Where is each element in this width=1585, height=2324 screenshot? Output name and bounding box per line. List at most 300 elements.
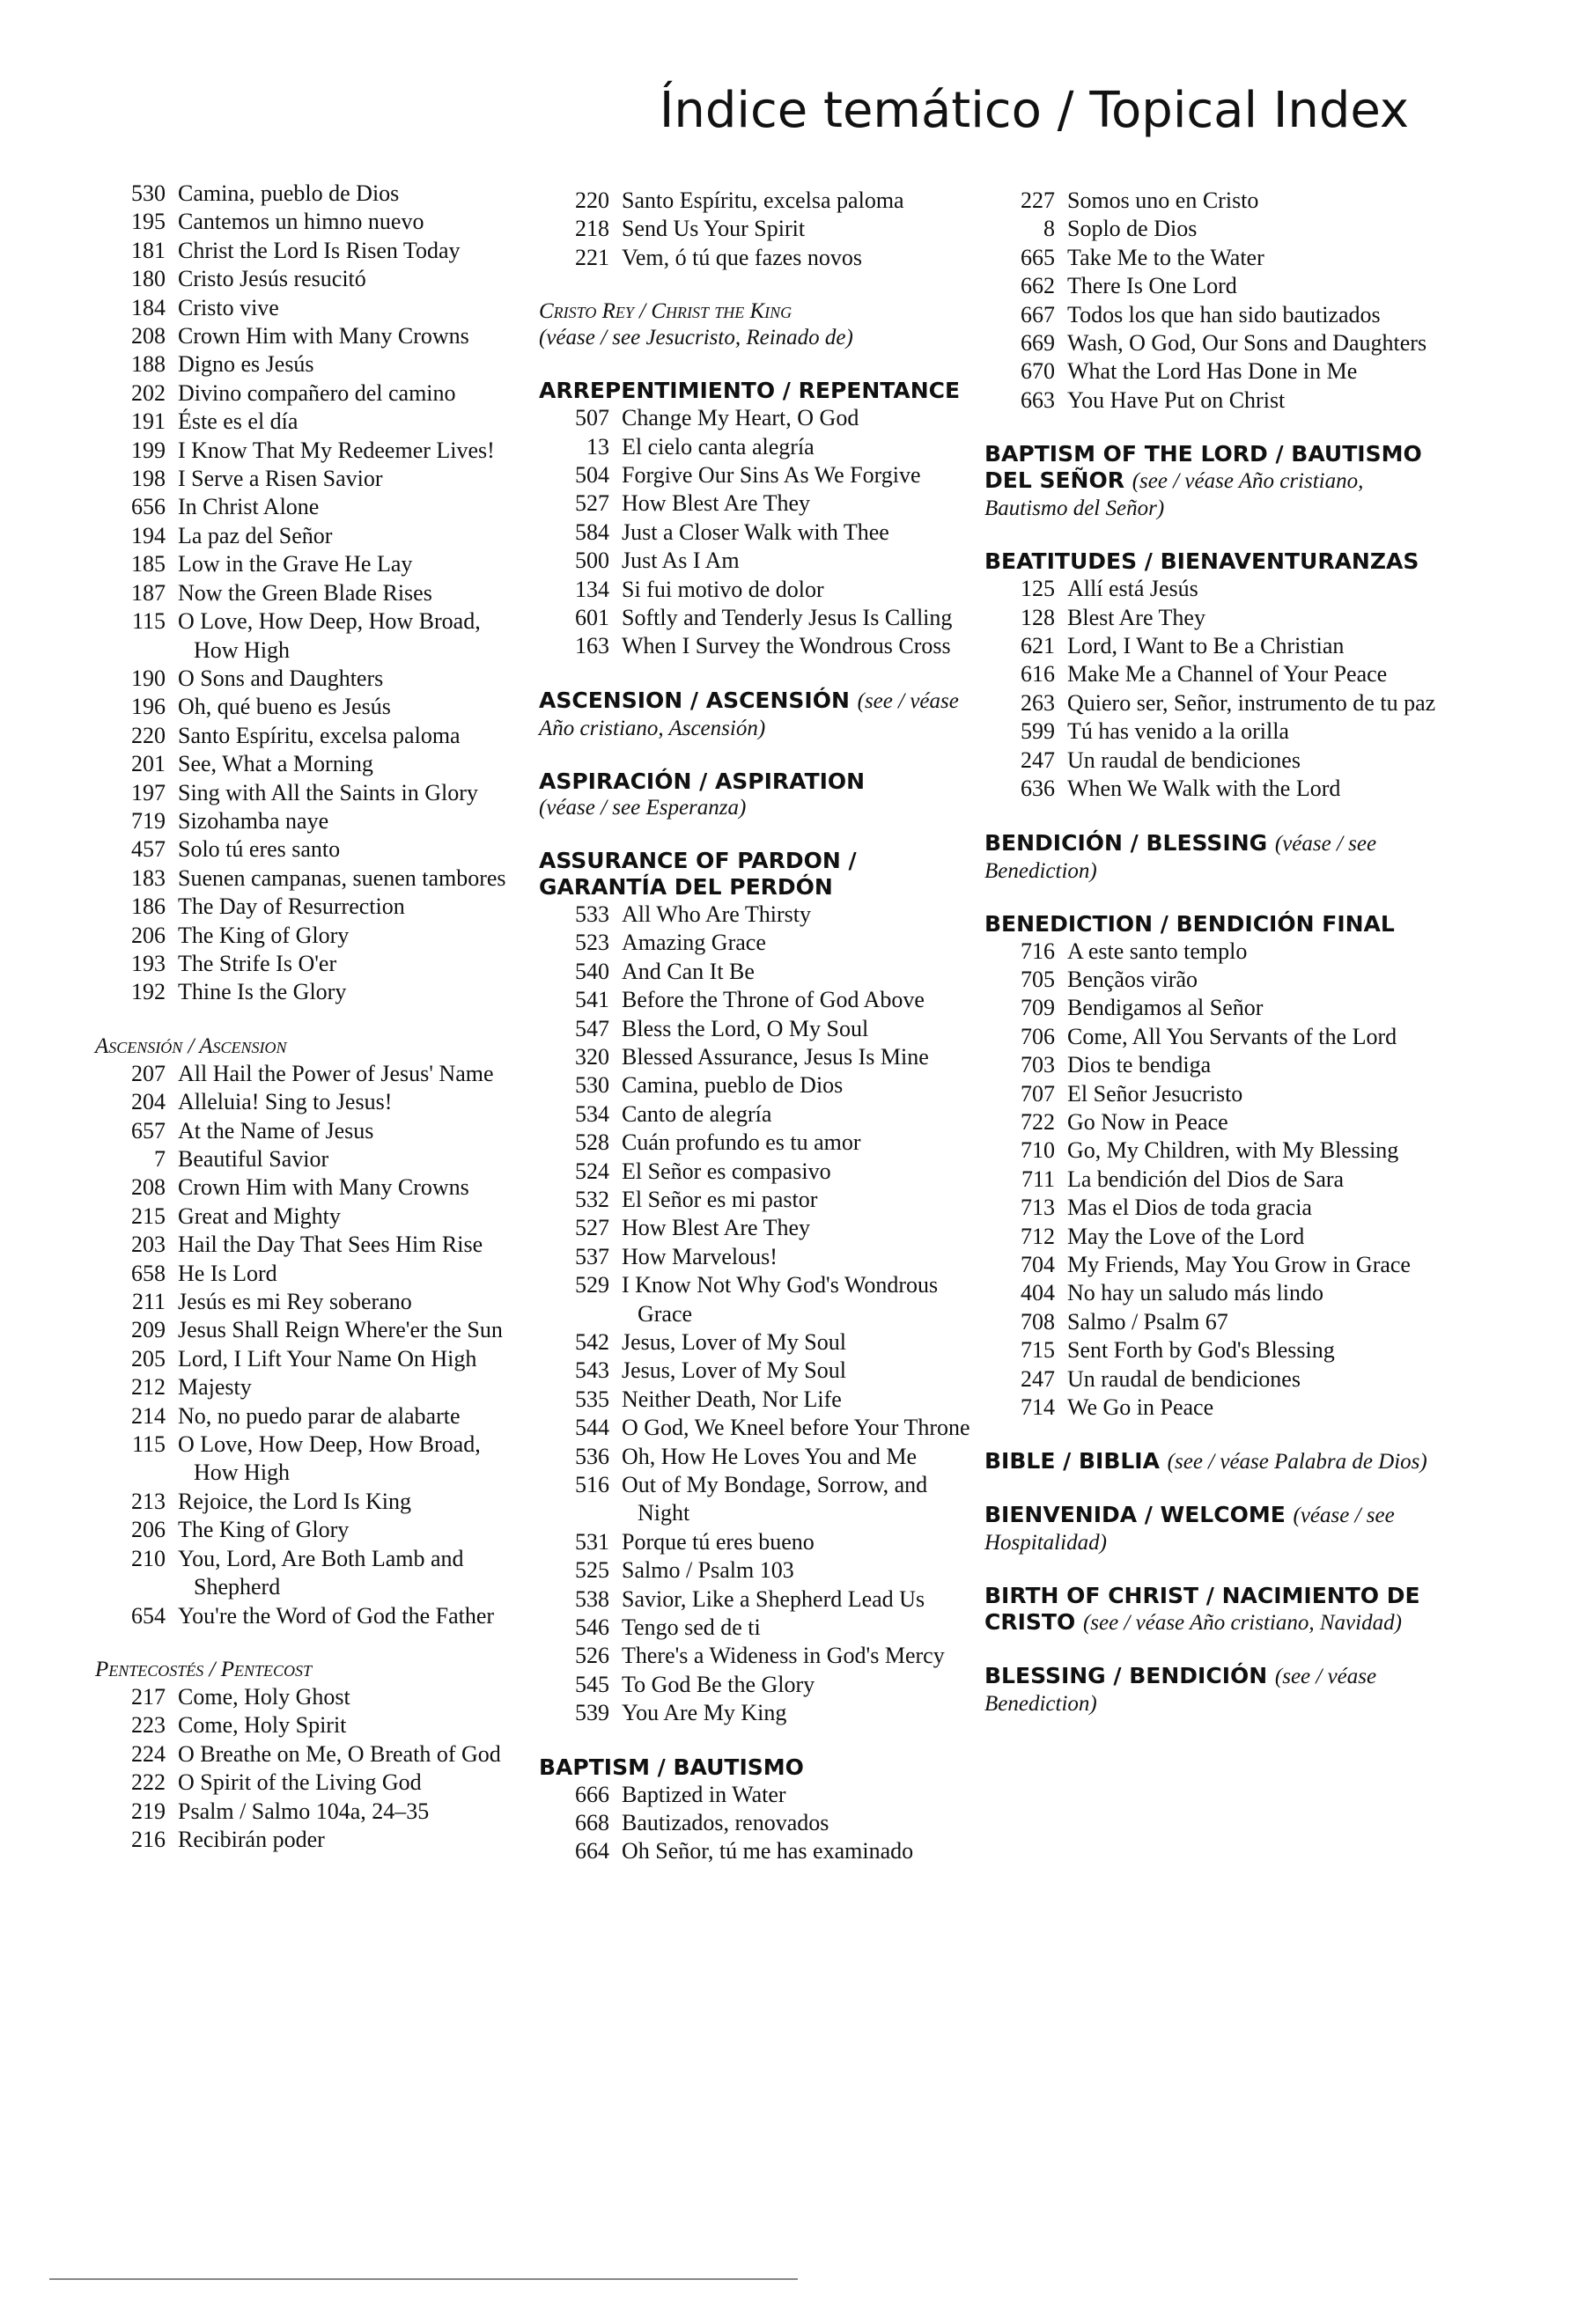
index-entry bbox=[95, 922, 518, 950]
hymn-number: 524 bbox=[575, 1158, 609, 1184]
index-entry bbox=[539, 1671, 979, 1699]
hymn-number: 211 bbox=[131, 1289, 166, 1315]
hymn-number: 222 bbox=[131, 1769, 166, 1796]
topic-heading bbox=[984, 1502, 1442, 1556]
hymn-title: Camina, pueblo de Dios bbox=[622, 1072, 844, 1099]
hymn-title: Change My Heart, O God bbox=[622, 405, 859, 431]
hymn-title: The Day of Resurrection bbox=[178, 894, 405, 920]
hymn-number: 183 bbox=[131, 864, 166, 891]
topic-heading bbox=[984, 911, 1442, 938]
index-entry bbox=[95, 465, 518, 493]
cross-reference: (see / véase Año cristiano, Navidad) bbox=[1082, 1611, 1402, 1636]
topic-heading bbox=[539, 848, 979, 901]
index-entry bbox=[984, 994, 1442, 1022]
hymn-title: Bless the Lord, O My Soul bbox=[622, 1015, 869, 1041]
hymn-number: 537 bbox=[575, 1243, 609, 1269]
topic-heading-text: ARREPENTIMIENTO / REPENTANCE bbox=[539, 378, 961, 404]
topic-heading bbox=[539, 688, 979, 742]
index-entry bbox=[984, 1365, 1442, 1394]
index-entry bbox=[984, 1336, 1442, 1364]
index-entry bbox=[539, 1129, 979, 1157]
hymn-number: 263 bbox=[1021, 689, 1055, 716]
cross-reference: (véase / see Benediction) bbox=[984, 831, 1377, 883]
hymn-number: 186 bbox=[131, 894, 166, 920]
hymn-title: How Marvelous! bbox=[622, 1243, 778, 1269]
topic-heading-text: BEATITUDES / BIENAVENTURANZAS bbox=[984, 548, 1419, 575]
hymn-number: 668 bbox=[575, 1810, 609, 1836]
index-entry bbox=[95, 1316, 518, 1344]
index-entry bbox=[539, 958, 979, 986]
hymn-title: All Who Are Thirsty bbox=[622, 901, 811, 927]
index-entry bbox=[539, 1809, 979, 1837]
index-entry bbox=[95, 437, 518, 465]
index-column-1 bbox=[95, 180, 518, 1854]
hymn-title: El cielo canta alegría bbox=[622, 433, 815, 460]
index-entry bbox=[539, 461, 979, 489]
subsection-heading: Ascensión / Ascension bbox=[95, 1033, 287, 1058]
hymn-number: 713 bbox=[1021, 1195, 1055, 1221]
hymn-title: Come, Holy Spirit bbox=[178, 1712, 347, 1739]
index-entry bbox=[95, 265, 518, 293]
hymn-title: How Blest Are They bbox=[622, 490, 810, 517]
index-entry bbox=[95, 294, 518, 322]
hymn-title: In Christ Alone bbox=[178, 494, 320, 520]
index-entry bbox=[95, 779, 518, 807]
index-entry bbox=[95, 750, 518, 778]
index-entry bbox=[95, 1088, 518, 1116]
hymn-title: See, What a Morning bbox=[178, 751, 373, 777]
hymn-number: 197 bbox=[131, 779, 166, 805]
index-entry bbox=[95, 1345, 518, 1373]
hymn-number: 188 bbox=[131, 351, 166, 378]
index-entry bbox=[95, 1769, 518, 1797]
hymn-title: Come, All You Servants of the Lord bbox=[1067, 1023, 1397, 1049]
index-entry bbox=[984, 1223, 1442, 1251]
index-entry bbox=[539, 1100, 979, 1129]
hymn-number: 204 bbox=[131, 1089, 166, 1115]
hymn-number: 719 bbox=[131, 807, 166, 834]
index-entry bbox=[95, 522, 518, 550]
index-entry bbox=[984, 1108, 1442, 1136]
index-entry bbox=[984, 689, 1442, 717]
hymn-title: Cantemos un himno nuevo bbox=[178, 209, 424, 235]
hymn-number: 180 bbox=[131, 266, 166, 292]
hymn-title: When I Survey the Wondrous Cross bbox=[622, 633, 951, 659]
hymn-title: Bendigamos al Señor bbox=[1067, 995, 1264, 1021]
topic-heading-text: BIRTH OF CHRIST / NACIMIENTO DE CRISTO bbox=[984, 1583, 1420, 1636]
hymn-number: 221 bbox=[575, 244, 609, 270]
index-entry bbox=[539, 244, 979, 272]
hymn-number: 636 bbox=[1021, 776, 1055, 802]
hymn-number: 134 bbox=[575, 576, 609, 602]
topic-heading-text: BAPTISM / BAUTISMO bbox=[539, 1754, 804, 1780]
index-entry bbox=[95, 1602, 518, 1630]
hymn-title: Lord, I Want to Be a Christian bbox=[1067, 633, 1345, 659]
hymn-title: Recibirán poder bbox=[178, 1826, 325, 1852]
index-entry bbox=[539, 604, 979, 632]
index-entry bbox=[95, 1711, 518, 1739]
hymn-number: 705 bbox=[1021, 966, 1055, 992]
hymn-title: To God Be the Glory bbox=[622, 1671, 815, 1697]
index-entry bbox=[539, 1271, 979, 1328]
index-entry bbox=[95, 1430, 518, 1488]
index-entry bbox=[95, 693, 518, 721]
hymn-number: 194 bbox=[131, 522, 166, 548]
hymn-number: 220 bbox=[575, 188, 609, 213]
index-entry bbox=[95, 1202, 518, 1231]
hymn-number: 196 bbox=[131, 694, 166, 720]
hymn-number: 208 bbox=[131, 1174, 166, 1201]
section-spacer bbox=[95, 1630, 518, 1657]
section-spacer bbox=[984, 1636, 1442, 1663]
hymn-number: 128 bbox=[1021, 604, 1055, 630]
hymn-number: 206 bbox=[131, 922, 166, 948]
index-entry bbox=[95, 1173, 518, 1202]
index-entry bbox=[984, 1251, 1442, 1279]
hymn-number: 536 bbox=[575, 1443, 609, 1469]
index-entry bbox=[984, 244, 1442, 272]
hymn-title: The Strife Is O'er bbox=[178, 950, 337, 976]
hymn-number: 547 bbox=[575, 1015, 609, 1041]
hymn-title: Jesus, Lover of My Soul bbox=[622, 1328, 846, 1355]
hymn-title: May the Love of the Lord bbox=[1067, 1223, 1305, 1249]
hymn-number: 206 bbox=[131, 1517, 166, 1543]
hymn-title: Tú has venido a la orilla bbox=[1067, 718, 1289, 745]
index-entry bbox=[984, 272, 1442, 300]
hymn-number: 712 bbox=[1021, 1223, 1055, 1249]
hymn-number: 657 bbox=[131, 1117, 166, 1144]
index-entry bbox=[95, 978, 518, 1006]
topic-heading-text: BAPTISM OF THE LORD / BAUTISMO DEL SEÑOR bbox=[984, 441, 1422, 494]
index-entry bbox=[539, 1357, 979, 1385]
index-entry bbox=[539, 929, 979, 957]
hymn-title: Cuán profundo es tu amor bbox=[622, 1129, 861, 1156]
index-entry bbox=[539, 1243, 979, 1271]
index-entry bbox=[984, 1279, 1442, 1307]
index-entry bbox=[539, 1328, 979, 1357]
hymn-number: 534 bbox=[575, 1100, 609, 1127]
index-entry bbox=[95, 208, 518, 236]
hymn-title: Before the Throne of God Above bbox=[622, 987, 925, 1013]
hymn-title: Amazing Grace bbox=[622, 930, 766, 956]
index-entry bbox=[95, 1373, 518, 1401]
hymn-number: 544 bbox=[575, 1415, 609, 1441]
hymn-number: 201 bbox=[131, 751, 166, 777]
hymn-number: 224 bbox=[131, 1740, 166, 1767]
hymn-number: 707 bbox=[1021, 1080, 1055, 1107]
index-entry bbox=[95, 579, 518, 607]
hymn-title: Somos uno en Cristo bbox=[1067, 188, 1259, 213]
hymn-number: 654 bbox=[131, 1602, 166, 1629]
hymn-title: Jesus Shall Reign Where'er the Sun bbox=[178, 1317, 503, 1343]
hymn-number: 527 bbox=[575, 490, 609, 517]
hymn-title: Neither Death, Nor Life bbox=[622, 1386, 842, 1412]
index-entry bbox=[95, 322, 518, 350]
index-entry bbox=[539, 489, 979, 518]
index-entry bbox=[539, 187, 979, 215]
hymn-title: Mas el Dios de toda gracia bbox=[1067, 1195, 1312, 1221]
topic-heading bbox=[984, 830, 1442, 885]
topic-heading-text: BIENVENIDA / WELCOME bbox=[984, 1502, 1286, 1528]
hymn-number: 13 bbox=[586, 433, 609, 460]
hymn-number: 704 bbox=[1021, 1251, 1055, 1277]
hymn-number: 7 bbox=[154, 1146, 166, 1172]
topic-heading bbox=[539, 378, 979, 404]
index-entry bbox=[95, 1683, 518, 1711]
section-spacer bbox=[984, 885, 1442, 911]
hymn-number: 530 bbox=[131, 180, 166, 206]
cross-reference: (véase / see Esperanza) bbox=[539, 795, 747, 820]
hymn-number: 543 bbox=[575, 1357, 609, 1384]
hymn-number: 207 bbox=[131, 1060, 166, 1086]
hymn-number: 667 bbox=[1021, 301, 1055, 327]
hymn-title: Santo Espíritu, excelsa paloma bbox=[178, 722, 461, 748]
hymn-number: 185 bbox=[131, 551, 166, 577]
section-spacer bbox=[984, 804, 1442, 830]
index-column-3 bbox=[984, 187, 1442, 1717]
hymn-number: 527 bbox=[575, 1215, 609, 1241]
index-entry bbox=[539, 1071, 979, 1099]
index-entry bbox=[95, 379, 518, 408]
section-spacer bbox=[984, 522, 1442, 548]
index-entry bbox=[539, 576, 979, 604]
hymn-title: Suenen campanas, suenen tambores bbox=[178, 864, 506, 891]
hymn-title: O Sons and Daughters bbox=[178, 665, 384, 691]
index-entry bbox=[95, 665, 518, 693]
hymn-number: 198 bbox=[131, 466, 166, 492]
hymn-title: Alleluia! Sing to Jesus! bbox=[178, 1089, 393, 1115]
index-entry bbox=[984, 301, 1442, 329]
hymn-number: 213 bbox=[131, 1488, 166, 1514]
hymn-title: Come, Holy Ghost bbox=[178, 1683, 350, 1710]
index-entry bbox=[95, 607, 518, 665]
index-entry bbox=[95, 864, 518, 893]
footer-rule bbox=[49, 2278, 798, 2280]
index-entry bbox=[95, 1060, 518, 1088]
hymn-title: A este santo templo bbox=[1067, 938, 1248, 964]
hymn-number: 500 bbox=[575, 548, 609, 574]
hymn-number: 215 bbox=[131, 1202, 166, 1229]
hymn-number: 199 bbox=[131, 437, 166, 463]
hymn-title: Porque tú eres bueno bbox=[622, 1528, 815, 1555]
cross-reference: (see / véase Año cristiano, Ascensión) bbox=[539, 688, 959, 740]
section-spacer bbox=[539, 661, 979, 688]
index-entry bbox=[984, 660, 1442, 688]
hymn-number: 8 bbox=[1043, 216, 1055, 242]
hymn-title: All Hail the Power of Jesus' Name bbox=[178, 1060, 494, 1086]
hymn-title: El Señor es mi pastor bbox=[622, 1186, 818, 1212]
hymn-title: Christ the Lord Is Risen Today bbox=[178, 237, 461, 263]
hymn-title: I Serve a Risen Savior bbox=[178, 466, 383, 492]
hymn-number: 219 bbox=[131, 1798, 166, 1824]
index-entry bbox=[984, 1051, 1442, 1079]
hymn-number: 540 bbox=[575, 958, 609, 984]
cross-reference: (véase / see Jesucristo, Reinado de) bbox=[539, 326, 853, 350]
section-spacer bbox=[95, 1007, 518, 1033]
hymn-number: 214 bbox=[131, 1402, 166, 1429]
hymn-number: 187 bbox=[131, 579, 166, 606]
hymn-number: 533 bbox=[575, 901, 609, 927]
index-entry bbox=[984, 575, 1442, 603]
topic-heading-text: BENEDICTION / BENDICIÓN FINAL bbox=[984, 910, 1395, 937]
index-entry bbox=[539, 1015, 979, 1043]
hymn-number: 227 bbox=[1021, 188, 1055, 213]
hymn-title: O God, We Kneel before Your Throne bbox=[622, 1415, 970, 1441]
hymn-number: 191 bbox=[131, 408, 166, 435]
hymn-number: 193 bbox=[131, 950, 166, 976]
hymn-number: 212 bbox=[131, 1374, 166, 1401]
topic-heading bbox=[539, 1754, 979, 1781]
topic-heading-text: BLESSING / BENDICIÓN bbox=[984, 1663, 1268, 1689]
hymn-title: Blest Are They bbox=[1067, 604, 1205, 630]
index-entry bbox=[95, 1402, 518, 1430]
hymn-title: Jesús es mi Rey soberano bbox=[178, 1289, 412, 1315]
hymn-title: I Know That My Redeemer Lives! bbox=[178, 437, 495, 463]
hymn-number: 532 bbox=[575, 1186, 609, 1212]
hymn-title: Oh, How He Loves You and Me bbox=[622, 1443, 918, 1469]
section-spacer bbox=[539, 742, 979, 769]
hymn-number: 115 bbox=[131, 608, 166, 635]
hymn-title: Go, My Children, with My Blessing bbox=[1067, 1137, 1399, 1164]
index-entry bbox=[984, 966, 1442, 994]
hymn-title: Dios te bendiga bbox=[1067, 1052, 1212, 1078]
index-entry bbox=[984, 357, 1442, 386]
index-entry bbox=[984, 1308, 1442, 1336]
index-entry bbox=[95, 893, 518, 921]
index-entry bbox=[95, 1798, 518, 1826]
hymn-title: Cristo vive bbox=[178, 294, 279, 320]
topic-heading-text: ASSURANCE OF PARDON / GARANTÍA DEL PERDÓN bbox=[539, 847, 857, 900]
subsection-heading: Pentecostés / Pentecost bbox=[95, 1657, 313, 1681]
topic-heading bbox=[539, 769, 979, 795]
hymn-title: There's a Wideness in God's Mercy bbox=[622, 1643, 945, 1669]
section-spacer bbox=[984, 1422, 1442, 1448]
index-entry bbox=[539, 1471, 979, 1528]
index-entry bbox=[95, 722, 518, 750]
hymn-title: Wash, O God, Our Sons and Daughters bbox=[1067, 330, 1427, 357]
hymn-title: You, Lord, Are Both Lamb and Shepherd bbox=[178, 1545, 464, 1600]
hymn-number: 208 bbox=[131, 323, 166, 349]
hymn-number: 584 bbox=[575, 518, 609, 545]
index-entry bbox=[539, 1043, 979, 1071]
hymn-number: 125 bbox=[1021, 576, 1055, 602]
hymn-title: Just a Closer Walk with Thee bbox=[622, 518, 889, 545]
index-entry bbox=[95, 1260, 518, 1288]
hymn-title: El Señor es compasivo bbox=[622, 1158, 831, 1184]
hymn-title: Out of My Bondage, Sorrow, and Night bbox=[622, 1472, 928, 1526]
section-spacer bbox=[539, 821, 979, 848]
section-spacer bbox=[539, 351, 979, 378]
index-entry bbox=[95, 1740, 518, 1769]
hymn-number: 223 bbox=[131, 1712, 166, 1739]
hymn-number: 708 bbox=[1021, 1308, 1055, 1335]
hymn-title: Hail the Day That Sees Him Rise bbox=[178, 1232, 483, 1258]
hymn-title: We Go in Peace bbox=[1067, 1394, 1214, 1420]
hymn-title: Vem, ó tú que fazes novos bbox=[622, 244, 862, 270]
index-entry bbox=[539, 1443, 979, 1471]
index-entry bbox=[984, 632, 1442, 660]
index-entry bbox=[984, 775, 1442, 803]
hymn-number: 535 bbox=[575, 1386, 609, 1412]
hymn-title: Éste es el día bbox=[178, 408, 299, 435]
topic-heading bbox=[984, 1583, 1442, 1636]
hymn-number: 621 bbox=[1021, 633, 1055, 659]
index-entry bbox=[95, 1288, 518, 1316]
hymn-number: 192 bbox=[131, 979, 166, 1005]
hymn-title: Make Me a Channel of Your Peace bbox=[1067, 661, 1388, 688]
hymn-title: La bendición del Dios de Sara bbox=[1067, 1166, 1345, 1192]
hymn-number: 203 bbox=[131, 1232, 166, 1258]
hymn-number: 542 bbox=[575, 1328, 609, 1355]
hymn-number: 163 bbox=[575, 633, 609, 659]
hymn-title: O Breathe on Me, O Breath of God bbox=[178, 1740, 501, 1767]
section-spacer bbox=[539, 1728, 979, 1754]
hymn-title: O Love, How Deep, How Broad, How High bbox=[178, 608, 481, 663]
cross-reference: (see / véase Año cristiano, Bautismo del Señor) bbox=[984, 469, 1364, 521]
section-spacer bbox=[539, 272, 979, 298]
hymn-number: 710 bbox=[1021, 1137, 1055, 1164]
topic-heading-text: BIBLE / BIBLIA bbox=[984, 1448, 1160, 1475]
index-entry bbox=[984, 1023, 1442, 1051]
hymn-number: 670 bbox=[1021, 358, 1055, 385]
index-entry bbox=[539, 1414, 979, 1442]
topic-heading-text: ASCENSION / ASCENSIÓN bbox=[539, 687, 850, 713]
index-entry bbox=[539, 1528, 979, 1556]
hymn-number: 664 bbox=[575, 1838, 609, 1864]
hymn-number: 715 bbox=[1021, 1337, 1055, 1364]
hymn-number: 528 bbox=[575, 1129, 609, 1156]
hymn-title: Crown Him with Many Crowns bbox=[178, 1174, 469, 1201]
hymn-number: 714 bbox=[1021, 1394, 1055, 1420]
index-entry bbox=[95, 1145, 518, 1173]
hymn-number: 115 bbox=[131, 1431, 166, 1458]
page-title: Índice temático / Topical Index bbox=[659, 82, 1409, 139]
index-entry bbox=[95, 550, 518, 578]
hymn-title: Beautiful Savior bbox=[178, 1146, 329, 1172]
hymn-title: And Can It Be bbox=[622, 958, 755, 984]
subsection-heading: Cristo Rey / Christ the King bbox=[539, 299, 792, 324]
topic-heading bbox=[984, 1663, 1442, 1717]
hymn-title: Si fui motivo de dolor bbox=[622, 576, 824, 602]
hymn-number: 320 bbox=[575, 1043, 609, 1070]
hymn-title: You Have Put on Christ bbox=[1067, 386, 1286, 413]
hymn-title: Go Now in Peace bbox=[1067, 1108, 1228, 1135]
hymn-title: Oh, qué bueno es Jesús bbox=[178, 694, 391, 720]
hymn-number: 530 bbox=[575, 1072, 609, 1099]
hymn-title: He Is Lord bbox=[178, 1260, 277, 1286]
hymn-number: 538 bbox=[575, 1585, 609, 1612]
hymn-number: 709 bbox=[1021, 995, 1055, 1021]
hymn-title: Soplo de Dios bbox=[1067, 216, 1198, 242]
index-entry bbox=[984, 1136, 1442, 1165]
hymn-title: Sent Forth by God's Blessing bbox=[1067, 1337, 1335, 1364]
hymn-title: What the Lord Has Done in Me bbox=[1067, 358, 1358, 385]
index-entry bbox=[95, 1545, 518, 1602]
hymn-title: Savior, Like a Shepherd Lead Us bbox=[622, 1585, 925, 1612]
hymn-number: 202 bbox=[131, 379, 166, 406]
hymn-title: Camina, pueblo de Dios bbox=[178, 180, 400, 206]
index-entry bbox=[984, 215, 1442, 243]
hymn-title: Santo Espíritu, excelsa paloma bbox=[622, 188, 904, 213]
hymn-title: Salmo / Psalm 103 bbox=[622, 1557, 794, 1584]
hymn-number: 665 bbox=[1021, 244, 1055, 270]
hymn-number: 722 bbox=[1021, 1108, 1055, 1135]
hymn-title: Baptized in Water bbox=[622, 1781, 786, 1807]
index-entry bbox=[984, 386, 1442, 415]
hymn-number: 205 bbox=[131, 1345, 166, 1372]
index-entry bbox=[95, 350, 518, 379]
hymn-number: 663 bbox=[1021, 386, 1055, 413]
